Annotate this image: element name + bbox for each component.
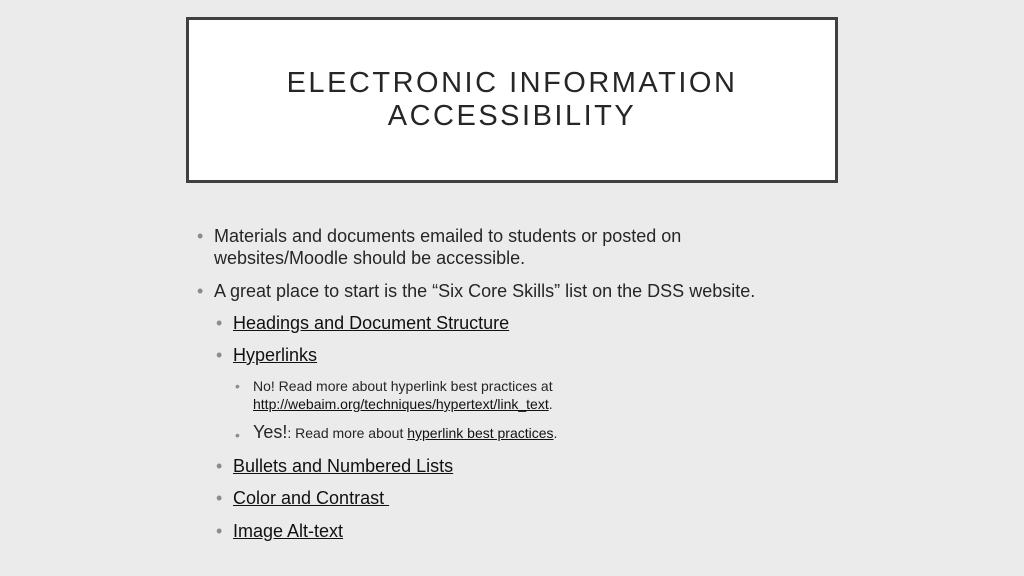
slide-title-box bbox=[186, 17, 838, 183]
no-line-1: No! Read more about hyperlink best practices at bbox=[253, 378, 553, 394]
bullet-2: A great place to start is the “Six Core Skills” list on the DSS website. bbox=[214, 281, 756, 301]
webaim-link[interactable]: http://webaim.org/techniques/hypertext/link_text bbox=[253, 396, 549, 412]
no-period: . bbox=[548, 396, 553, 412]
bullet-marker: • bbox=[197, 226, 204, 246]
bullet-marker: • bbox=[216, 521, 223, 541]
yes-text: : Read more about bbox=[287, 425, 408, 441]
bullet-marker: • bbox=[235, 378, 240, 394]
bullet-marker: • bbox=[197, 281, 204, 301]
color-contrast-link[interactable]: Color and Contrast bbox=[233, 488, 390, 508]
bullet-marker: • bbox=[216, 488, 223, 508]
bullet-marker: • bbox=[216, 456, 223, 476]
hyperlinks-link[interactable]: Hyperlinks bbox=[233, 345, 318, 365]
bullet-1-line-2: websites/Moodle should be accessible. bbox=[214, 248, 526, 268]
bullet-marker: • bbox=[235, 427, 240, 443]
yes-label: Yes! bbox=[253, 422, 288, 442]
headings-link[interactable]: Headings and Document Structure bbox=[233, 313, 510, 333]
bullet-1-line-1: Materials and documents emailed to students or posted on bbox=[214, 226, 682, 246]
image-alt-text-link[interactable]: Image Alt-text bbox=[233, 521, 344, 541]
hyperlink-best-practices-link[interactable]: hyperlink best practices bbox=[407, 425, 554, 441]
bullet-marker: • bbox=[216, 345, 223, 365]
bullets-lists-link[interactable]: Bullets and Numbered Lists bbox=[233, 456, 454, 476]
bullet-marker: • bbox=[216, 313, 223, 333]
slide-title-line-1: ELECTRONIC INFORMATION bbox=[286, 67, 738, 99]
slide-title-line-2: ACCESSIBILITY bbox=[387, 100, 637, 132]
yes-period: . bbox=[553, 425, 558, 441]
